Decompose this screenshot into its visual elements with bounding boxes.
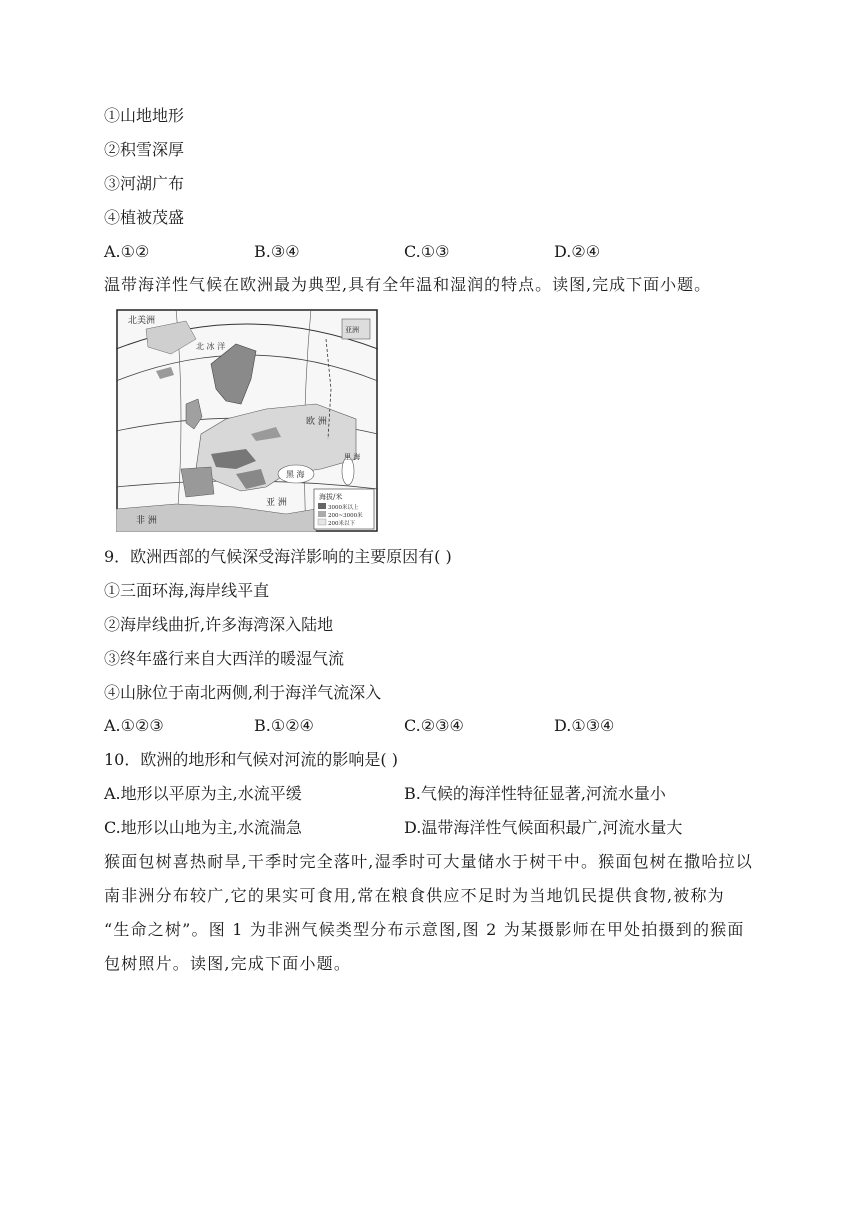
legend-row-high: 3000米以上 bbox=[328, 505, 359, 511]
map-label-caspian-sea: 里 海 bbox=[344, 453, 361, 461]
q8-item-3: ③河湖广布 bbox=[104, 174, 185, 193]
q8-option-b[interactable]: B.③④ bbox=[254, 242, 300, 261]
q9-item-1: ①三面环海,海岸线平直 bbox=[104, 581, 270, 600]
map-label-africa: 非 洲 bbox=[136, 516, 157, 526]
q8-option-a[interactable]: A.①② bbox=[104, 242, 150, 261]
map-label-black-sea: 黑 海 bbox=[286, 470, 305, 479]
q9-option-c[interactable]: C.②③④ bbox=[404, 716, 464, 735]
legend-title: 海拔/米 bbox=[319, 493, 343, 501]
q8-item-2: ②积雪深厚 bbox=[104, 140, 185, 159]
legend-row-low: 200米以下 bbox=[328, 521, 355, 527]
q10-option-c[interactable]: C.地形以山地为主,水流湍急 bbox=[104, 818, 302, 837]
legend-row-mid: 200~3000米 bbox=[328, 513, 363, 519]
q10-option-b[interactable]: B.气候的海洋性特征显著,河流水量小 bbox=[404, 784, 666, 803]
map-legend bbox=[314, 489, 374, 529]
q8-option-d[interactable]: D.②④ bbox=[554, 242, 601, 261]
q9-item-4: ④山脉位于南北两侧,利于海洋气流深入 bbox=[104, 683, 382, 702]
q9-option-b[interactable]: B.①②④ bbox=[254, 716, 314, 735]
q10-stem: 10．欧洲的地形和气候对河流的影响是( ) bbox=[104, 750, 398, 769]
q9-item-3: ③终年盛行来自大西洋的暖湿气流 bbox=[104, 649, 345, 668]
q9-option-d[interactable]: D.①③④ bbox=[554, 716, 615, 735]
map-label-arctic-ocean: 北 冰 洋 bbox=[196, 342, 226, 351]
intro-baobab-line-2: 南非洲分布较广,它的果实可食用,常在粮食供应不足时为当地饥民提供食物,被称为 bbox=[104, 886, 725, 905]
q9-stem: 9．欧洲西部的气候深受海洋影响的主要原因有( ) bbox=[104, 547, 452, 566]
intro-baobab-line-3: “生命之树”。图 1 为非洲气候类型分布示意图,图 2 为某摄影师在甲处拍摄到的猴面 bbox=[104, 920, 745, 939]
q10-option-d[interactable]: D.温带海洋性气候面积最广,河流水量大 bbox=[404, 818, 683, 837]
map-label-europe: 欧 洲 bbox=[306, 417, 327, 427]
map-label-asia: 亚 洲 bbox=[266, 498, 287, 508]
intro-europe: 温带海洋性气候在欧洲最为典型,具有全年温和湿润的特点。读图,完成下面小题。 bbox=[104, 275, 712, 294]
intro-baobab-line-4: 包树照片。读图,完成下面小题。 bbox=[104, 954, 352, 973]
europe-map bbox=[116, 309, 378, 532]
intro-baobab-line-1: 猴面包树喜热耐旱,干季时完全落叶,湿季时可大量储水于树干中。猴面包树在撒哈拉以 bbox=[104, 852, 753, 871]
q9-option-a[interactable]: A.①②③ bbox=[104, 716, 164, 735]
q8-item-1: ①山地地形 bbox=[104, 106, 185, 125]
map-label-asia-corner: 亚洲 bbox=[345, 326, 359, 334]
q8-option-c[interactable]: C.①③ bbox=[404, 242, 450, 261]
q10-option-a[interactable]: A.地形以平原为主,水流平缓 bbox=[104, 784, 302, 803]
q8-item-4: ④植被茂盛 bbox=[104, 208, 185, 227]
q9-item-2: ②海岸线曲折,许多海湾深入陆地 bbox=[104, 615, 334, 634]
map-label-north-america: 北美洲 bbox=[128, 316, 156, 326]
intro-baobab bbox=[104, 845, 756, 981]
